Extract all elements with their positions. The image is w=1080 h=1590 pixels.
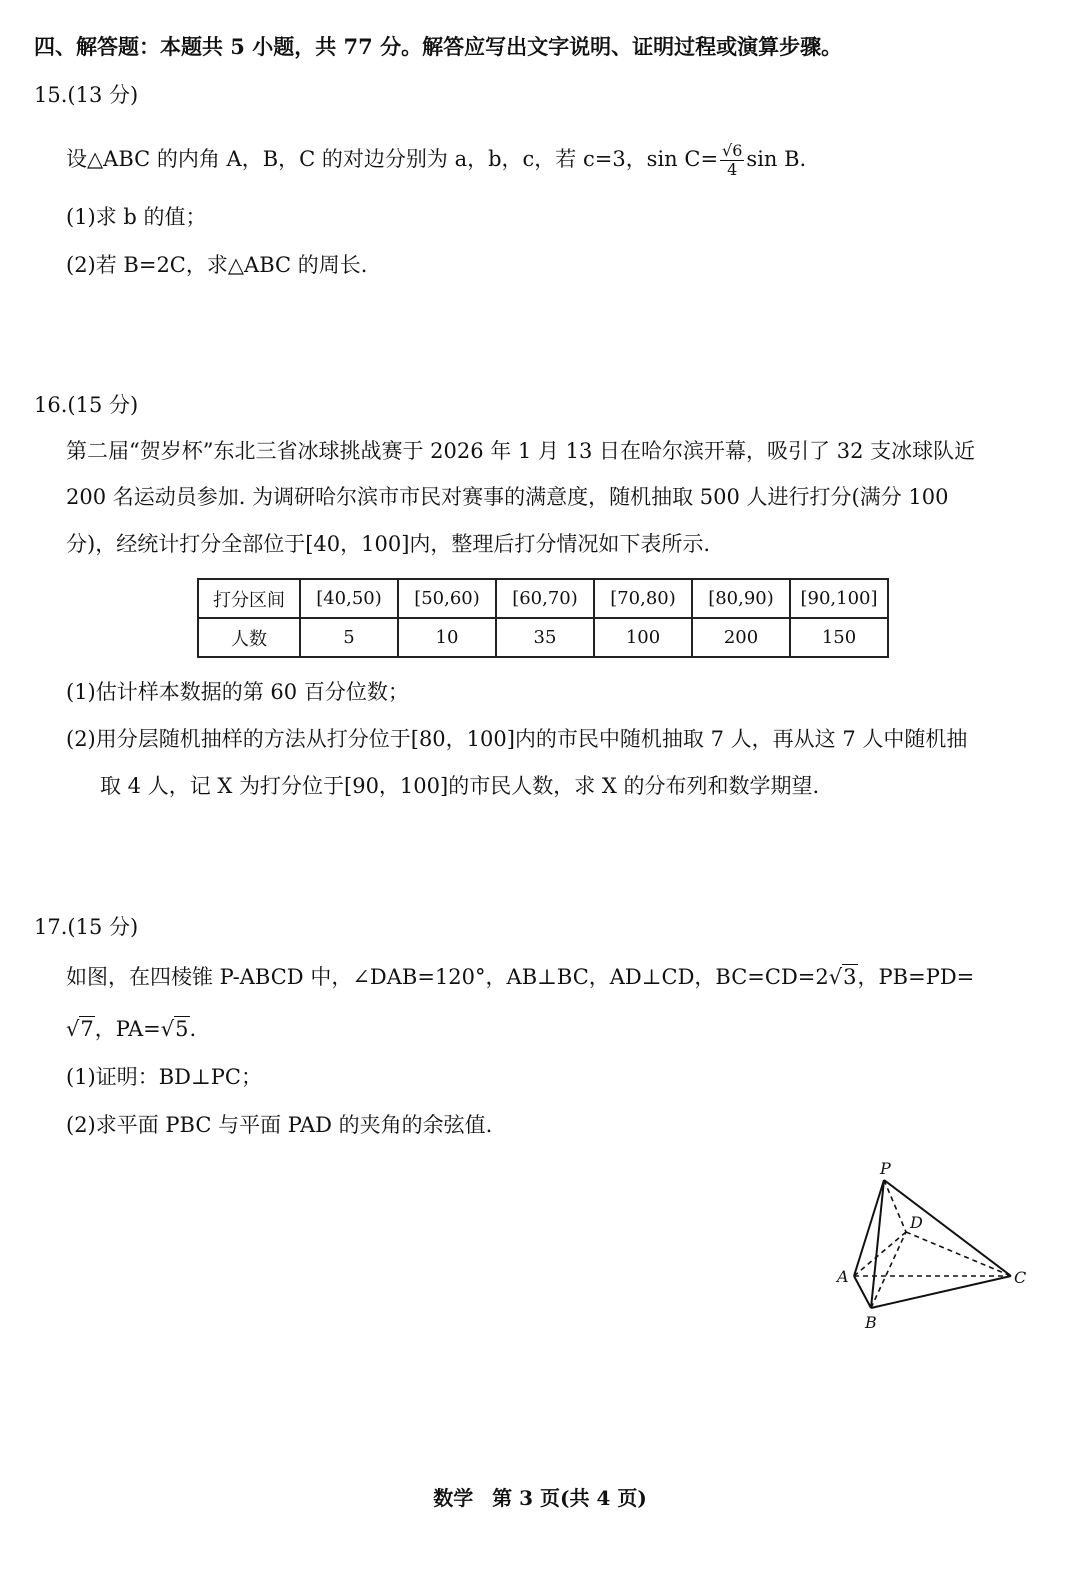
section-heading: 四、解答题：本题共 5 小题，共 77 分。解答应写出文字说明、证明过程或演算步骤。 bbox=[34, 34, 843, 59]
edge-DC bbox=[906, 1232, 1011, 1276]
q15-frac-den: 4 bbox=[727, 160, 738, 179]
score-table-header-row bbox=[198, 579, 888, 618]
pyramid-figure bbox=[826, 1156, 1046, 1336]
table-header-label: 打分区间 bbox=[198, 579, 300, 618]
q15-stem bbox=[66, 142, 806, 179]
table-row-label: 人数 bbox=[198, 618, 300, 657]
interval-cell: [60,70) bbox=[496, 579, 594, 618]
q16-number: 16.(15 分) bbox=[34, 393, 139, 417]
count-cell: 5 bbox=[300, 618, 398, 657]
label-D: D bbox=[910, 1213, 923, 1232]
score-table-count-row bbox=[198, 618, 888, 657]
label-A: A bbox=[837, 1267, 849, 1286]
count-cell: 35 bbox=[496, 618, 594, 657]
interval-cell: [90,100] bbox=[790, 579, 888, 618]
q15-part2: (2)若 B=2C，求△ABC 的周长. bbox=[66, 253, 368, 277]
sqrt-7: √7 bbox=[66, 1017, 94, 1041]
count-cell: 10 bbox=[398, 618, 496, 657]
interval-cell: [40,50) bbox=[300, 579, 398, 618]
count-cell: 150 bbox=[790, 618, 888, 657]
q16-part2-line2: 取 4 人，记 X 为打分位于[90，100]的市民人数，求 X 的分布列和数学期望. bbox=[100, 774, 820, 798]
sqrt-5: √5 bbox=[160, 1017, 189, 1041]
edge-PC bbox=[884, 1180, 1011, 1276]
q16-line3: 分)，经统计打分全部位于[40，100]内，整理后打分情况如下表所示. bbox=[66, 532, 711, 556]
q16-part1: (1)估计样本数据的第 60 百分位数； bbox=[66, 680, 409, 704]
q15-part1: (1)求 b 的值； bbox=[66, 205, 207, 229]
sqrt-3: √3 bbox=[828, 965, 857, 989]
q17-line2-mid: ，PA= bbox=[94, 1017, 161, 1041]
score-table bbox=[197, 578, 889, 658]
q17-part1: (1)证明：BD⊥PC； bbox=[66, 1065, 262, 1089]
q15-stem-prefix: 设△ABC 的内角 A，B，C 的对边分别为 a，b，c，若 c=3，sin C= bbox=[66, 147, 719, 171]
q15-stem-suffix: sin B. bbox=[746, 147, 807, 171]
q16-part2-line1: (2)用分层随机抽样的方法从打分位于[80，100]内的市民中随机抽取 7 人，再从这 7 人中随机抽 bbox=[66, 727, 968, 751]
q16-line2: 200 名运动员参加. 为调研哈尔滨市市民对赛事的满意度，随机抽取 500 人进行打分(满分 100 bbox=[66, 485, 949, 509]
q15-fraction bbox=[720, 142, 744, 179]
q15-frac-num: √6 bbox=[722, 141, 743, 160]
q17-part2: (2)求平面 PBC 与平面 PAD 的夹角的余弦值. bbox=[66, 1113, 493, 1137]
q17-line1-prefix: 如图，在四棱锥 P-ABCD 中，∠DAB=120°，AB⊥BC，AD⊥CD，BC=CD=2 bbox=[66, 965, 829, 989]
interval-cell: [80,90) bbox=[692, 579, 790, 618]
edge-BD bbox=[871, 1232, 906, 1308]
interval-cell: [50,60) bbox=[398, 579, 496, 618]
edge-AB bbox=[854, 1276, 871, 1308]
footer-page: 第 3 页(共 4 页) bbox=[492, 1486, 647, 1510]
q15-number: 15.(13 分) bbox=[34, 83, 139, 107]
footer-subject: 数学 bbox=[433, 1486, 474, 1510]
page-footer bbox=[0, 1482, 1080, 1511]
q17-line1 bbox=[66, 962, 974, 992]
q16-line1: 第二届“贺岁杯”东北三省冰球挑战赛于 2026 年 1 月 13 日在哈尔滨开幕，吸引了 32 支冰球队近 bbox=[66, 439, 976, 463]
label-C: C bbox=[1014, 1268, 1027, 1287]
count-cell: 200 bbox=[692, 618, 790, 657]
q17-line1-suffix: ，PB=PD= bbox=[857, 965, 975, 989]
edge-BC bbox=[871, 1276, 1011, 1308]
q17-number: 17.(15 分) bbox=[34, 915, 139, 939]
count-cell: 100 bbox=[594, 618, 692, 657]
q17-line2 bbox=[66, 1014, 196, 1044]
label-P: P bbox=[880, 1159, 891, 1178]
label-B: B bbox=[865, 1313, 877, 1332]
interval-cell: [70,80) bbox=[594, 579, 692, 618]
q17-line2-end: . bbox=[189, 1017, 197, 1041]
